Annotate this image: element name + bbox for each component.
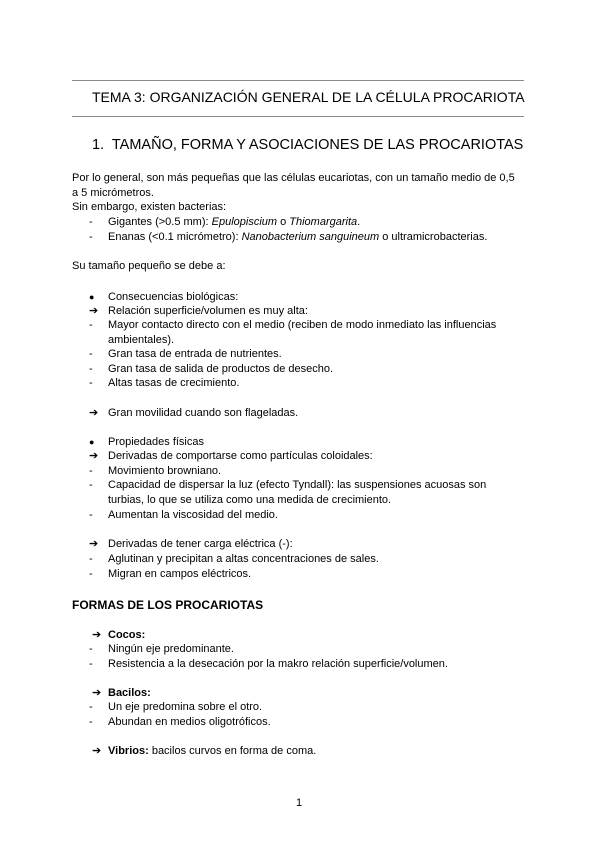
list-item-text: Altas tasas de crecimiento. xyxy=(108,377,240,389)
list-item-text: Gran tasa de salida de productos de desecho. xyxy=(108,363,334,375)
list-item-text: Propiedades físicas xyxy=(108,436,204,448)
enanas-tail: o ultramicrobacterias. xyxy=(379,231,488,243)
vibrios-description: bacilos curvos en forma de coma. xyxy=(148,745,317,757)
gigantes-label: Gigantes (>0.5 mm): xyxy=(108,216,212,228)
list-item-text: Resistencia a la desecación por la makro relación superficie/volumen. xyxy=(108,658,448,670)
connector: o xyxy=(277,216,290,228)
enanas-label: Enanas (<0.1 micrómetro): xyxy=(108,231,242,243)
arrow-marker: ➔ xyxy=(92,687,102,699)
dash-marker: - xyxy=(89,231,93,243)
arrow-marker: ➔ xyxy=(89,305,99,317)
list-item-text: Abundan en medios oligotróficos. xyxy=(108,716,271,728)
page-title: TEMA 3: ORGANIZACIÓN GENERAL DE LA CÉLULA PROCARIOTA xyxy=(92,89,525,105)
list-item-text: Consecuencias biológicas: xyxy=(108,291,239,303)
list-item-text: Mayor contacto directo con el medio (reciben de modo inmediato las influencias xyxy=(108,319,497,331)
dash-marker: - xyxy=(89,479,93,491)
list-item-text: Movimiento browniano. xyxy=(108,465,222,477)
arrow-marker: ➔ xyxy=(89,450,99,462)
list-item-text: Gran tasa de entrada de nutrientes. xyxy=(108,348,282,360)
dash-marker: - xyxy=(89,568,93,580)
dash-marker: - xyxy=(89,377,93,389)
intro-line-3: Sin embargo, existen bacterias: xyxy=(72,201,227,213)
section-heading xyxy=(92,137,523,153)
section-number: 1. xyxy=(92,137,105,153)
list-item-text: ambientales). xyxy=(108,334,175,346)
list-item-text xyxy=(108,230,487,245)
list-item-text xyxy=(108,744,316,759)
arrow-marker: ➔ xyxy=(92,745,102,757)
bottom-rule xyxy=(72,116,524,117)
page-number: 1 xyxy=(296,797,303,809)
section-title: TAMAÑO, FORMA Y ASOCIACIONES DE LAS PROCARIOTAS xyxy=(111,137,524,153)
dash-marker: - xyxy=(89,658,93,670)
size-cause-line: Su tamaño pequeño se debe a: xyxy=(72,260,226,272)
intro-line-2: a 5 micrómetros. xyxy=(72,187,154,199)
dash-marker: - xyxy=(89,643,93,655)
list-item-text: Aglutinan y precipitan a altas concentraciones de sales. xyxy=(108,553,379,565)
vibrios-label: Vibrios: xyxy=(108,745,149,757)
species-name: Thiomargarita xyxy=(289,216,358,228)
bullet-marker: ● xyxy=(89,437,95,447)
bullet-marker: ● xyxy=(89,292,95,302)
dash-marker: - xyxy=(89,701,93,713)
species-name: Epulopiscium xyxy=(211,216,278,228)
punct: . xyxy=(357,216,361,228)
list-item-text: Migran en campos eléctricos. xyxy=(108,568,252,580)
dash-marker: - xyxy=(89,363,93,375)
list-item-text: Ningún eje predominante. xyxy=(108,643,234,655)
list-item-text: turbias, lo que se utiliza como una medida de crecimiento. xyxy=(108,494,392,506)
list-item-text: Relación superficie/volumen es muy alta: xyxy=(108,305,308,317)
dash-marker: - xyxy=(89,553,93,565)
list-item-text: Gran movilidad cuando son flageladas. xyxy=(108,407,299,419)
list-item-text: Derivadas de tener carga eléctrica (-): xyxy=(108,538,293,550)
top-rule xyxy=(72,80,524,81)
dash-marker: - xyxy=(89,348,93,360)
list-item-text xyxy=(108,215,360,230)
arrow-marker: ➔ xyxy=(89,407,99,419)
arrow-marker: ➔ xyxy=(92,629,102,641)
dash-marker: - xyxy=(89,465,93,477)
dash-marker: - xyxy=(89,216,93,228)
list-item-text: Un eje predomina sobre el otro. xyxy=(108,701,263,713)
list-item-text: Aumentan la viscosidad del medio. xyxy=(108,509,278,521)
arrow-marker: ➔ xyxy=(89,538,99,550)
dash-marker: - xyxy=(89,319,93,331)
list-item-text: Cocos: xyxy=(108,629,146,641)
list-item-text: Derivadas de comportarse como partículas coloidales: xyxy=(108,450,373,462)
dash-marker: - xyxy=(89,509,93,521)
formas-heading: FORMAS DE LOS PROCARIOTAS xyxy=(72,598,264,612)
dash-marker: - xyxy=(89,716,93,728)
list-item-text: Bacilos: xyxy=(108,687,151,699)
species-name: Nanobacterium sanguineum xyxy=(241,231,380,243)
intro-line-1: Por lo general, son más pequeñas que las células eucariotas, con un tamaño medio de 0,5 xyxy=(72,172,515,184)
list-item-text: Capacidad de dispersar la luz (efecto Tyndall): las suspensiones acuosas son xyxy=(108,479,487,491)
